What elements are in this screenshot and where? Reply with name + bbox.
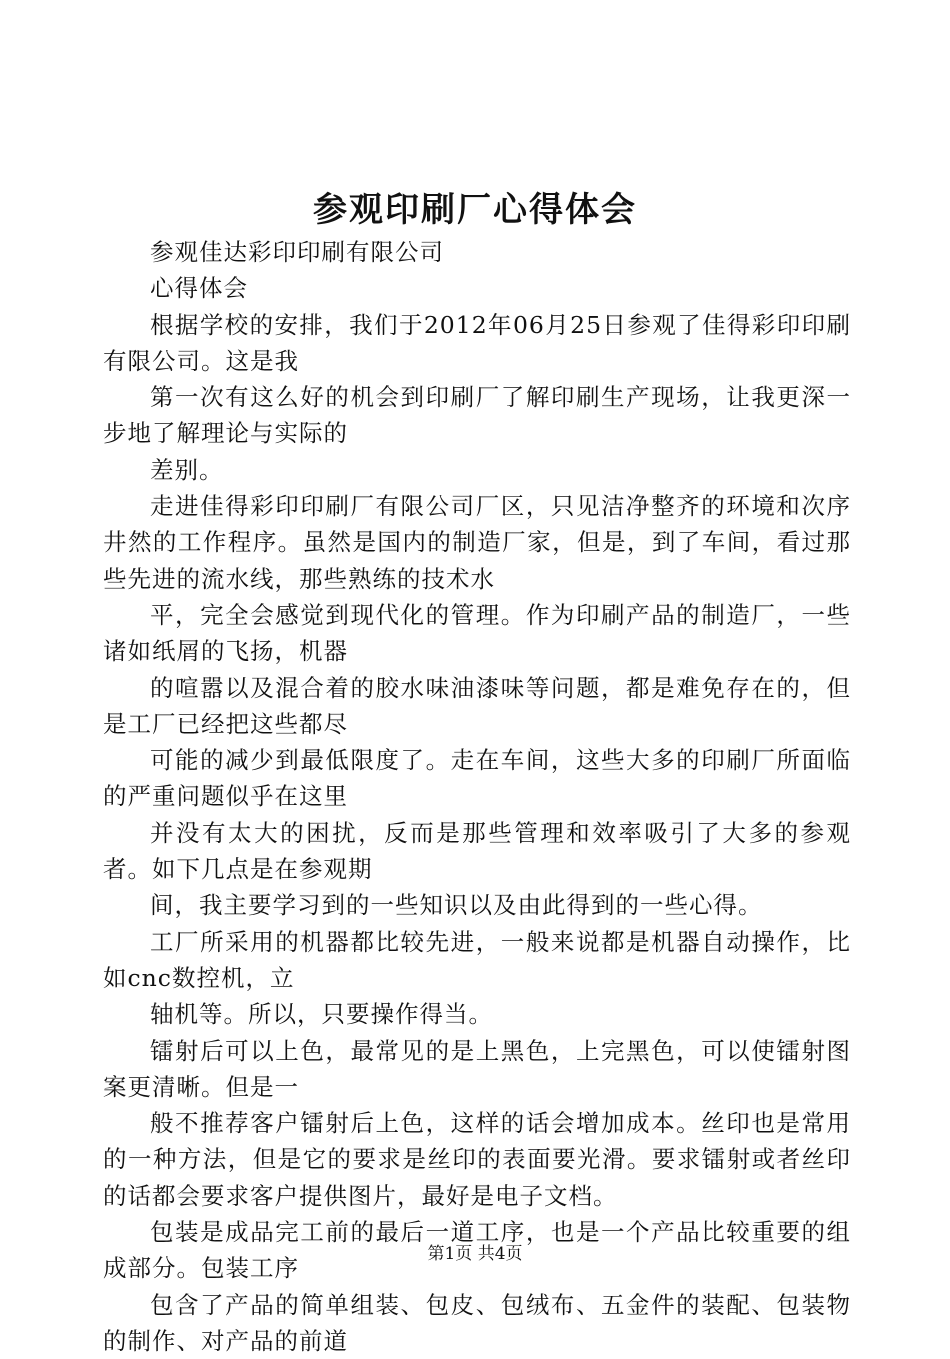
paragraph: 可能的减少到最低限度了。走在车间，这些大多的印刷厂所面临的严重问题似乎在这里 (103, 746, 851, 811)
paragraph: 般不推荐客户镭射后上色，这样的话会增加成本。丝印也是常用的一种方法，但是它的要求是丝印的表面要光滑。要求镭射或者丝印的话都会要求客户提供图片，最好是电子文档。 (103, 1109, 851, 1210)
paragraph: 参观佳达彩印印刷有限公司 (150, 238, 444, 266)
paragraph: 心得体会 (150, 274, 248, 303)
paragraph: 走进佳得彩印印刷厂有限公司厂区，只见洁净整齐的环境和次序井然的工作程序。虽然是国内的制造厂家，但是，到了车间，看过那些先进的流水线，那些熟练的技术水 (103, 492, 851, 593)
document-body (103, 234, 851, 1359)
paragraph: 平，完全会感觉到现代化的管理。作为印刷产品的制造厂，一些诸如纸屑的飞扬，机器 (103, 600, 851, 666)
paragraph: 并没有太大的困扰，反而是那些管理和效率吸引了大多的参观者。如下几点是在参观期 (103, 818, 851, 884)
document-title: 参观印刷厂心得体会 (313, 190, 637, 230)
paragraph: 间，我主要学习到的一些知识以及由此得到的一些心得。 (150, 891, 763, 920)
paragraph: 包含了产品的简单组装、包皮、包绒布、五金件的装配、包装物的制作、对产品的前道 (103, 1290, 851, 1355)
paragraph: 根据学校的安排，我们于2012年06月25日参观了佳得彩印印刷有限公司。这是我 (103, 310, 851, 375)
paragraph: 包装是成品完工前的最后一道工序，也是一个产品比较重要的组成部分。包装工序 (103, 1218, 851, 1283)
paragraph: 的喧嚣以及混合着的胶水味油漆味等问题，都是难免存在的，但是工厂已经把这些都尽 (103, 673, 851, 738)
paragraph: 差别。 (150, 455, 224, 484)
paragraph: 第一次有这么好的机会到印刷厂了解印刷生产现场，让我更深一步地了解理论与实际的 (103, 383, 851, 448)
paragraph: 工厂所采用的机器都比较先进，一般来说都是机器自动操作，比如cnc数控机，立 (103, 927, 851, 992)
paragraph: 轴机等。所以，只要操作得当。 (150, 1000, 493, 1029)
paragraph: 镭射后可以上色，最常见的是上黑色，上完黑色，可以使镭射图案更清晰。但是一 (103, 1036, 851, 1101)
page-footer: 第1页 共4页 (427, 1244, 523, 1264)
